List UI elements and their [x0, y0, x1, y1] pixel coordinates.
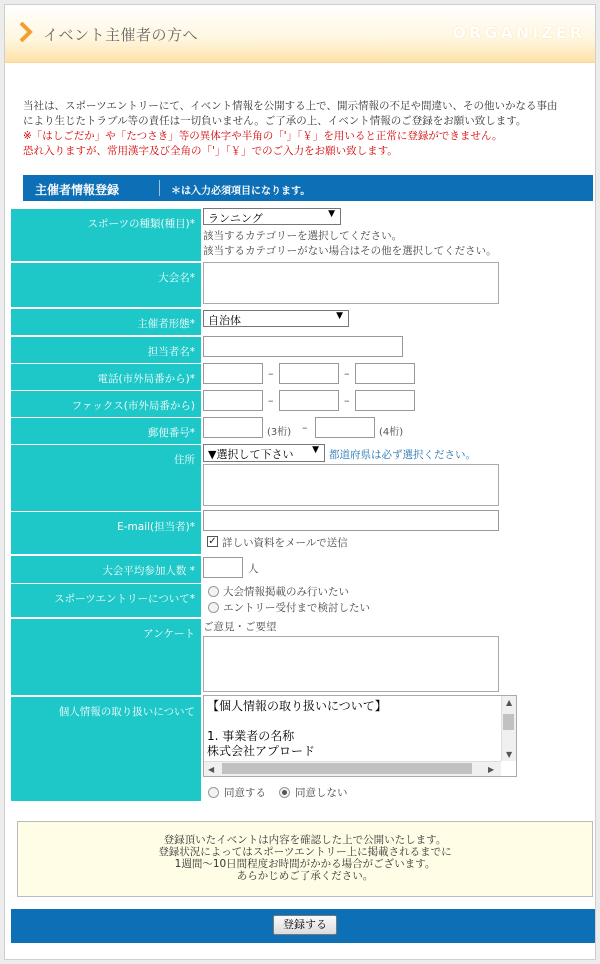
label-contact-name [11, 337, 201, 363]
label-event-name [11, 263, 201, 307]
participants-input[interactable] [203, 557, 243, 578]
scroll-right-icon[interactable]: ▶ [488, 765, 495, 774]
label-organizer-type [11, 309, 201, 335]
phone-input-1[interactable] [203, 363, 263, 384]
sport-note-1: 該当するカテゴリーを選択してください。 [203, 230, 403, 242]
label-postal [11, 418, 201, 444]
form-panel [4, 4, 596, 960]
info-line-2: 登録状況によってはスポーツエントリー上に掲載されるまでに [158, 846, 452, 858]
survey-prompt: ご意見・ご要望 [203, 621, 277, 633]
radio-disagree[interactable] [279, 787, 290, 798]
postal-input-3[interactable] [203, 417, 263, 438]
fax-input-3[interactable] [355, 390, 415, 411]
dropdown-arrow-icon: ▼ [312, 445, 319, 455]
section-header [23, 175, 593, 201]
label-text: 個人情報の取り扱いについて [58, 706, 195, 718]
label-about-sports-entry [11, 584, 201, 617]
postal-input-4[interactable] [315, 417, 375, 438]
participants-unit: 人 [248, 563, 259, 575]
dropdown-arrow-icon: ▼ [328, 209, 335, 219]
send-materials-label: 詳しい資料をメールで送信 [222, 537, 348, 549]
scroll-down-icon[interactable]: ▼ [506, 750, 513, 759]
required-note: ＊は入力必須項目になります。 [171, 186, 311, 197]
postal-3-hint: (3桁) [267, 427, 292, 438]
select-value: 自治体 [208, 314, 241, 327]
radio-entry-consider[interactable] [208, 602, 219, 613]
scroll-up-icon[interactable]: ▲ [506, 698, 513, 707]
vertical-scroll-thumb[interactable] [503, 714, 514, 730]
select-value: ▼選択して下さい [208, 448, 294, 461]
privacy-text [207, 699, 387, 759]
label-text: E-mail(担当者)* [117, 521, 195, 533]
notice-line-2: により生じたトラブル等の責任は一切負いません。ご了承の上、イベント情報のご登録をお願い致します。 [23, 115, 527, 127]
section-divider [159, 180, 160, 196]
label-text: 電話(市外局番から)* [97, 373, 195, 385]
label-text: 住所 [174, 454, 195, 466]
info-line-3: 1週間〜10日間程度お時間がかかる場合がございます。 [174, 858, 436, 870]
disclaimer-notice [23, 99, 593, 159]
notice-line-1: 当社は、スポーツエントリーにて、イベント情報を公開する上で、開示情報の不足や間違い、その他いかなる事由 [23, 100, 558, 112]
prefecture-hint: 都道府県は必ず選択ください。 [329, 449, 476, 461]
page-title: イベント主催者の方へ [43, 26, 199, 44]
section-title: 主催者情報登録 [35, 183, 120, 197]
survey-textarea[interactable] [203, 636, 499, 692]
fax-input-1[interactable] [203, 390, 263, 411]
scroll-left-icon[interactable]: ◀ [208, 765, 215, 774]
label-text: スポーツエントリーについて* [54, 593, 195, 605]
label-email [11, 512, 201, 554]
fax-input-2[interactable] [279, 390, 339, 411]
radio-disagree-label: 同意しない [295, 787, 348, 799]
email-input[interactable] [203, 510, 499, 531]
label-survey [11, 619, 201, 695]
phone-input-2[interactable] [279, 363, 339, 384]
label-text: 大会名* [158, 272, 195, 284]
dash: – [344, 394, 350, 407]
label-fax [11, 391, 201, 417]
sport-note-2: 該当するカテゴリーがない場合はその他を選択してください。 [203, 245, 497, 257]
event-name-textarea[interactable] [203, 262, 499, 304]
chevron-right-icon [19, 21, 33, 43]
page-header [5, 5, 595, 63]
info-line-4: あらかじめご了承ください。 [236, 870, 374, 882]
label-text: 主催者形態* [137, 318, 195, 330]
label-text: 担当者名* [147, 346, 195, 358]
label-text: スポーツの種類(種目)* [87, 218, 195, 230]
footer-bar [11, 909, 595, 943]
prefecture-select[interactable] [203, 444, 325, 462]
radio-listing-only[interactable] [208, 586, 219, 597]
label-text: ファックス(市外局番から) [71, 400, 195, 412]
contact-name-input[interactable] [203, 336, 403, 357]
privacy-policy-box[interactable] [203, 695, 517, 777]
radio-listing-only-label: 大会情報掲載のみ行いたい [223, 586, 349, 598]
notice-warning-2: 恐れ入りますが、常用漢字及び全角の「'」「￥」でのご入力をお願い致します。 [23, 145, 398, 157]
label-text: 郵便番号* [147, 427, 195, 439]
send-materials-checkbox[interactable]: ✓ [208, 536, 217, 547]
info-line-1: 登録頂いたイベントは内容を確認した上で公開いたします。 [163, 834, 447, 846]
label-sport-type [11, 209, 201, 261]
radio-agree[interactable] [208, 787, 219, 798]
horizontal-scroll-thumb[interactable] [222, 763, 472, 774]
dash: – [268, 367, 274, 380]
select-value: ランニング [208, 212, 263, 225]
radio-agree-label: 同意する [224, 787, 266, 799]
notice-warning-1: ※「はしごだか」や「たつさき」等の異体字や半角の「'」「￥」を用いると正常に登録ができません。 [23, 130, 503, 142]
resize-corner-icon [501, 761, 516, 776]
dash: – [344, 367, 350, 380]
organizer-badge: ORGANIZER [452, 23, 585, 42]
privacy-line-1: 【個人情報の取り扱いについて】 [207, 699, 387, 713]
label-text: アンケート [143, 628, 195, 640]
label-text: 大会平均参加人数 * [102, 565, 195, 577]
dash: – [302, 421, 308, 434]
publication-notice-box [17, 821, 593, 897]
dash: – [268, 394, 274, 407]
register-button[interactable]: 登録する [273, 915, 337, 935]
privacy-line-3: 株式会社アプロード [207, 744, 316, 758]
radio-entry-consider-label: エントリー受付まで検討したい [223, 602, 370, 614]
label-privacy [11, 697, 201, 801]
privacy-line-2: 1. 事業者の名称 [207, 729, 295, 743]
organizer-type-select[interactable] [203, 310, 349, 327]
label-avg-participants [11, 556, 201, 583]
sport-type-select[interactable] [203, 208, 341, 225]
address-textarea[interactable] [203, 464, 499, 506]
phone-input-3[interactable] [355, 363, 415, 384]
postal-4-hint: (4桁) [379, 427, 404, 438]
dropdown-arrow-icon: ▼ [336, 311, 343, 321]
label-address [11, 445, 201, 511]
label-phone [11, 364, 201, 390]
